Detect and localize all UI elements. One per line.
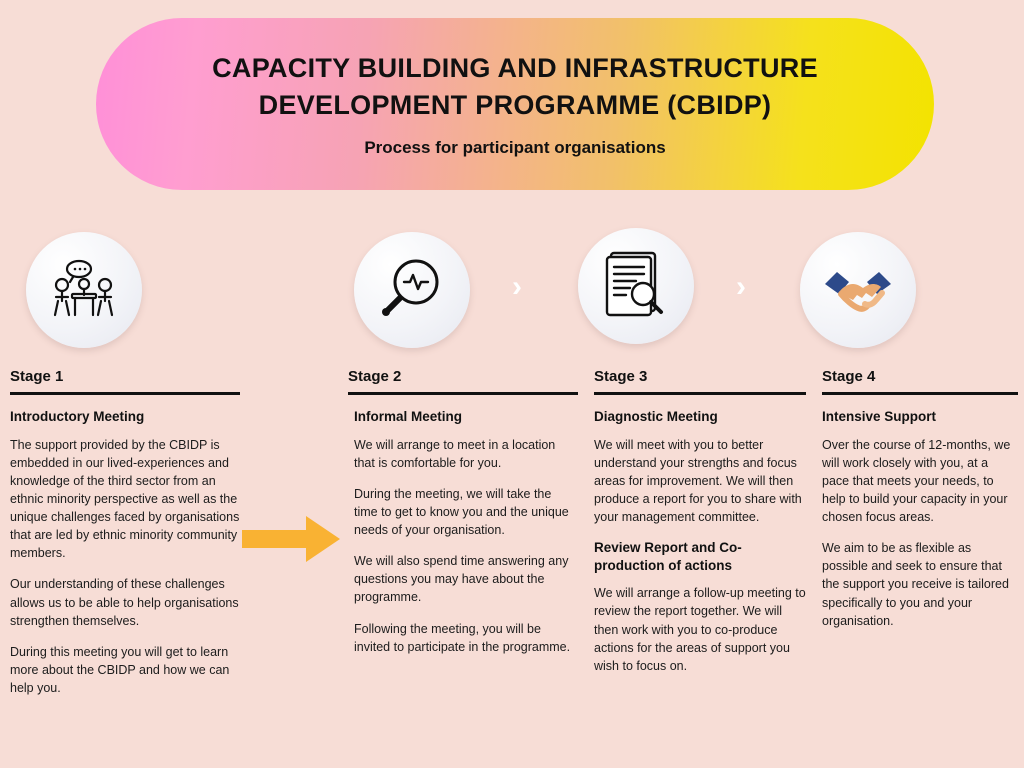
stage-3-paragraph-2: We will arrange a follow-up meeting to review the report together. We will then work with you to co-produce actions for the areas of support you wish to focus on.: [594, 586, 806, 673]
page-title: CAPACITY BUILDING AND INFRASTRUCTURE DEVELOPMENT PROGRAMME (CBIDP): [212, 52, 818, 120]
stage-4-paragraph-1: Over the course of 12-months, we will work closely with you, at a pace that meets your needs, to help to build your capacity in your chosen focus areas.: [822, 437, 1011, 525]
stage-2-paragraph-4: Following the meeting, you will be invited to participate in the programme.: [354, 621, 571, 654]
stage-1-divider: [10, 392, 240, 395]
stage-1-heading: Introductory Meeting: [10, 409, 145, 424]
stage-3-label: Stage 3: [594, 368, 648, 385]
stage-1-icon-circle: [26, 232, 142, 348]
chevron-right-icon-1: ›: [512, 270, 522, 303]
stage-4-column: [822, 368, 1018, 630]
document-magnifier-icon: [603, 248, 669, 324]
stage-2-paragraph-3: We will also spend time answering any questions you may have about the programme.: [354, 554, 569, 605]
stage-4-icon-circle: [800, 232, 916, 348]
stage-2-label: Stage 2: [348, 368, 402, 385]
stage-3-heading-2: Review Report and Co-production of actions: [594, 540, 742, 573]
stage-1-paragraph-2: Our understanding of these challenges allows us to be able to help organisations strengthen themselves.: [10, 577, 239, 628]
stage-3-icon-circle: [578, 228, 694, 344]
stage-1-column: [10, 368, 240, 697]
stage-1-paragraph-1: The support provided by the CBIDP is embedded in our lived-experiences and knowledge of the third sector from an ethnic minority perspective as well as the unique challenges faced by organisations that are led by ethnic minority community members.: [10, 437, 240, 561]
stage-4-divider: [822, 392, 1018, 395]
stage-2-divider: [348, 392, 578, 395]
stage-3-paragraph-1: We will meet with you to better understand your strengths and focus areas for improvement. We will then produce a report for you to share with your management committee.: [594, 437, 802, 525]
stage-3-heading: Diagnostic Meeting: [594, 409, 718, 424]
handshake-icon: [819, 264, 897, 316]
stage-1-label: Stage 1: [10, 368, 64, 385]
stage-3-column: [594, 368, 806, 675]
stage-2-column: [348, 368, 578, 656]
stage-3-divider: [594, 392, 806, 395]
chevron-right-icon-2: ›: [736, 270, 746, 303]
stage-4-heading: Intensive Support: [822, 409, 937, 424]
stage-1-paragraph-3: During this meeting you will get to learn more about the CBIDP and how we can help you.: [10, 644, 230, 696]
stage-2-heading: Informal Meeting: [354, 409, 463, 424]
stage-4-paragraph-2: We aim to be as flexible as possible and seek to ensure that the support you receive is tailored specifically to you and your organisation.: [822, 541, 1009, 628]
process-arrow-icon: [242, 512, 342, 566]
header-banner: [96, 18, 934, 190]
page-subtitle: Process for participant organisations: [364, 138, 666, 158]
people-meeting-icon: [49, 259, 119, 321]
magnifying-glass-heartbeat-icon: [376, 254, 448, 326]
stage-4-label: Stage 4: [822, 368, 876, 385]
stage-2-paragraph-2: During the meeting, we will take the time to get to know you and the unique needs of your organisation.: [354, 486, 569, 538]
stage-2-paragraph-1: We will arrange to meet in a location that is comfortable for you.: [354, 437, 556, 470]
stage-2-icon-circle: [354, 232, 470, 348]
